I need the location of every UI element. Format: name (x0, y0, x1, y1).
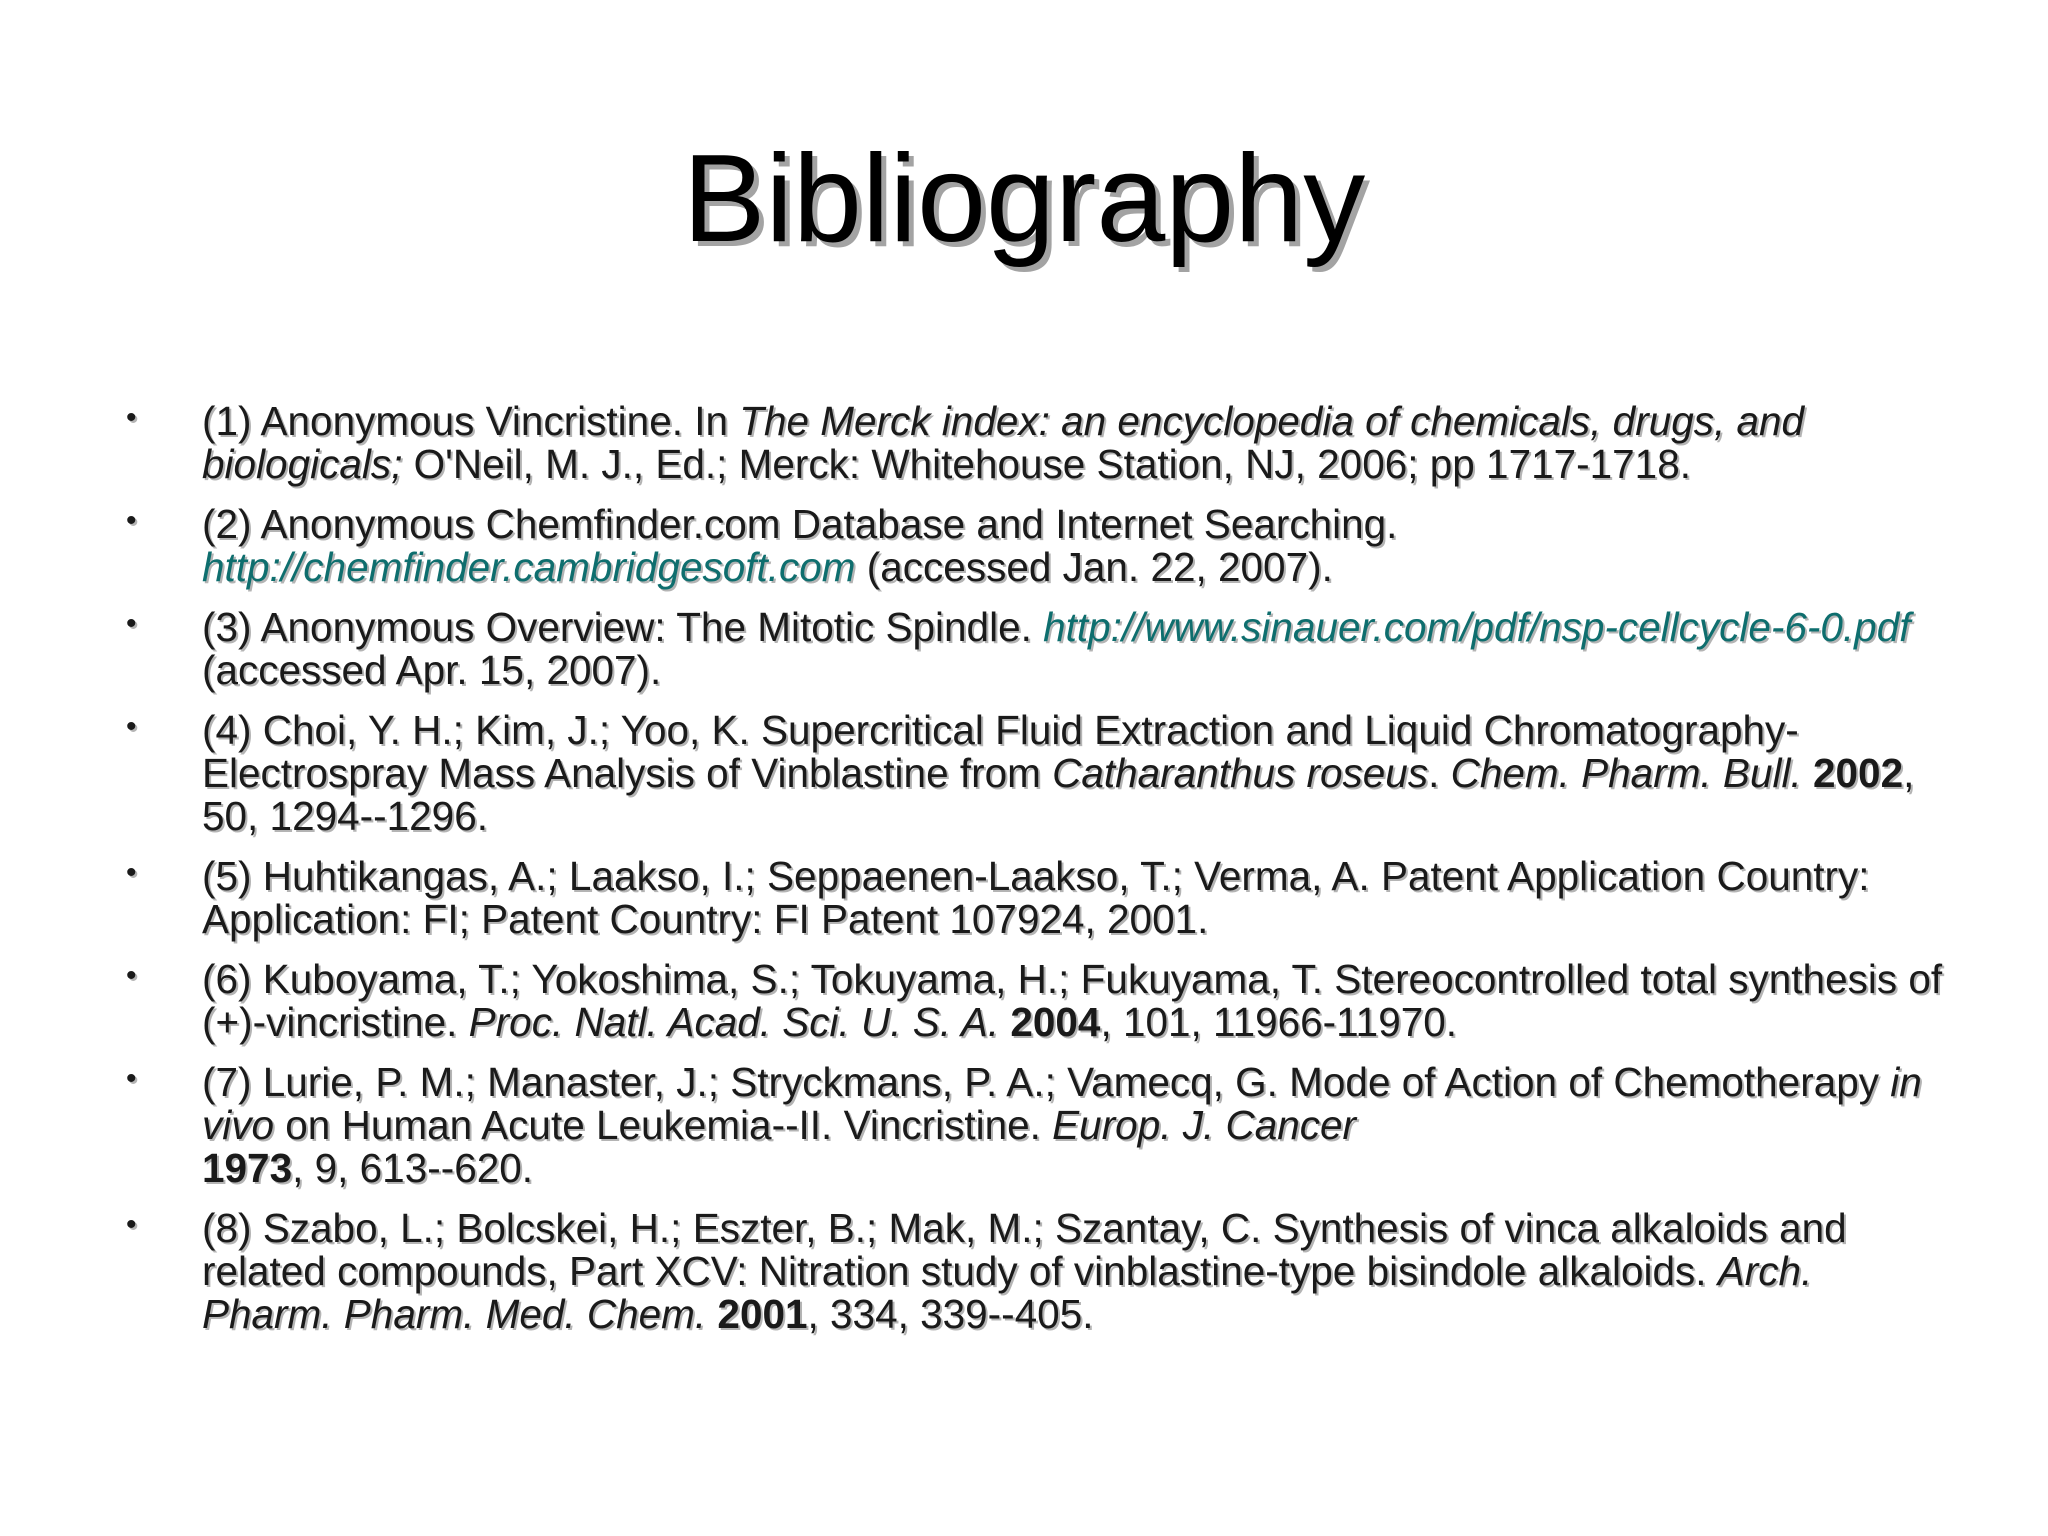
bullet-icon: • (126, 710, 137, 743)
reference-details: , 334, 339--405. (807, 1291, 1094, 1337)
bullet-icon: • (126, 959, 137, 992)
reference-text: Huhtikangas, A.; Laakso, I.; Seppaenen-Laakso, T.; Verma, A. Patent Application Country: Application: FI; Patent Country: FI Patent 107924, 2001. (202, 853, 1870, 942)
reference-number: (8) (202, 1205, 252, 1251)
reference-text: Kuboyama, T.; Yokoshima, S.; Tokuyama, H.; Fukuyama, T. Stereocontrolled total synthesis of (+)-vincristine. (202, 956, 1943, 1045)
reference-1 (118, 400, 1948, 486)
reference-number: (2) (202, 501, 252, 547)
reference-details: , 9, 613--620. (292, 1145, 534, 1191)
reference-accessed: (accessed Jan. 22, 2007). (855, 544, 1333, 590)
reference-number: (5) (202, 853, 252, 899)
reference-7 (118, 1061, 1948, 1190)
reference-number: (7) (202, 1059, 252, 1105)
reference-species: Catharanthus roseus (1052, 750, 1429, 796)
reference-space (1802, 750, 1813, 796)
reference-details: O'Neil, M. J., Ed.; Merck: Whitehouse Station, NJ, 2006; pp 1717-1718. (402, 441, 1691, 487)
reference-number: (3) (202, 604, 252, 650)
reference-year: 2001 (717, 1291, 808, 1337)
reference-3 (118, 606, 1948, 692)
reference-url-link[interactable]: http://chemfinder.cambridgesoft.com (202, 544, 856, 590)
reference-text: Choi, Y. H.; Kim, J.; Yoo, K. Supercritical Fluid Extraction and Liquid Chromatography-Electrospray Mass Analysis of Vinblastine from (202, 707, 1799, 796)
slide-title: Bibliography (682, 130, 1366, 268)
bullet-icon: • (126, 607, 137, 640)
bullet-icon: • (126, 504, 137, 537)
reference-details: , 101, 11966-11970. (1100, 999, 1458, 1045)
reference-url-link[interactable]: http://www.sinauer.com/pdf/nsp-cellcycle-6-0.pdf (1043, 604, 1911, 650)
reference-number: (6) (202, 956, 252, 1002)
reference-space (999, 999, 1010, 1045)
reference-text: Szabo, L.; Bolcskei, H.; Eszter, B.; Mak, M.; Szantay, C. Synthesis of vinca alkaloids and related compounds, Part XCV: Nitration study of vinblastine-type bisindole alkaloids. (202, 1205, 1847, 1294)
reference-8 (118, 1207, 1948, 1336)
reference-text: Anonymous Overview: The Mitotic Spindle. (251, 604, 1044, 650)
bullet-icon: • (126, 1062, 137, 1095)
reference-5 (118, 855, 1948, 941)
bullet-icon: • (126, 856, 137, 889)
reference-journal: Proc. Natl. Acad. Sci. U. S. A. (468, 999, 1000, 1045)
reference-space (706, 1291, 717, 1337)
reference-details: , 50, 1294--1296. (202, 750, 1915, 839)
reference-journal: Europ. J. Cancer (1052, 1102, 1357, 1148)
reference-number: (1) (202, 398, 252, 444)
reference-year: 1973 (202, 1145, 293, 1191)
reference-journal: Arch. Pharm. Pharm. Med. Chem. (202, 1248, 1813, 1337)
reference-accessed: (accessed Apr. 15, 2007). (202, 647, 662, 693)
reference-4 (118, 709, 1948, 838)
reference-journal: Chem. Pharm. Bull. (1450, 750, 1802, 796)
reference-phrase: in vivo (202, 1059, 1922, 1148)
reference-2 (118, 503, 1948, 589)
reference-year: 2004 (1010, 999, 1101, 1045)
reference-text: Anonymous Chemfinder.com Database and Internet Searching. (251, 501, 1398, 547)
reference-year: 2002 (1813, 750, 1904, 796)
reference-work-title: The Merck index: an encyclopedia of chemicals, drugs, and biologicals; (202, 398, 1805, 487)
bullet-icon: • (126, 1208, 137, 1241)
reference-text: Lurie, P. M.; Manaster, J.; Stryckmans, P. A.; Vamecq, G. Mode of Action of Chemotherapy (251, 1059, 1891, 1105)
bullet-icon: • (126, 401, 137, 434)
reference-list (118, 400, 1948, 1353)
reference-number: (4) (202, 707, 252, 753)
reference-6 (118, 958, 1948, 1044)
reference-authors: Anonymous Vincristine. In (251, 398, 740, 444)
reference-text-continued: on Human Acute Leukemia--II. Vincristine. (274, 1102, 1053, 1148)
reference-separator: . (1428, 750, 1451, 796)
